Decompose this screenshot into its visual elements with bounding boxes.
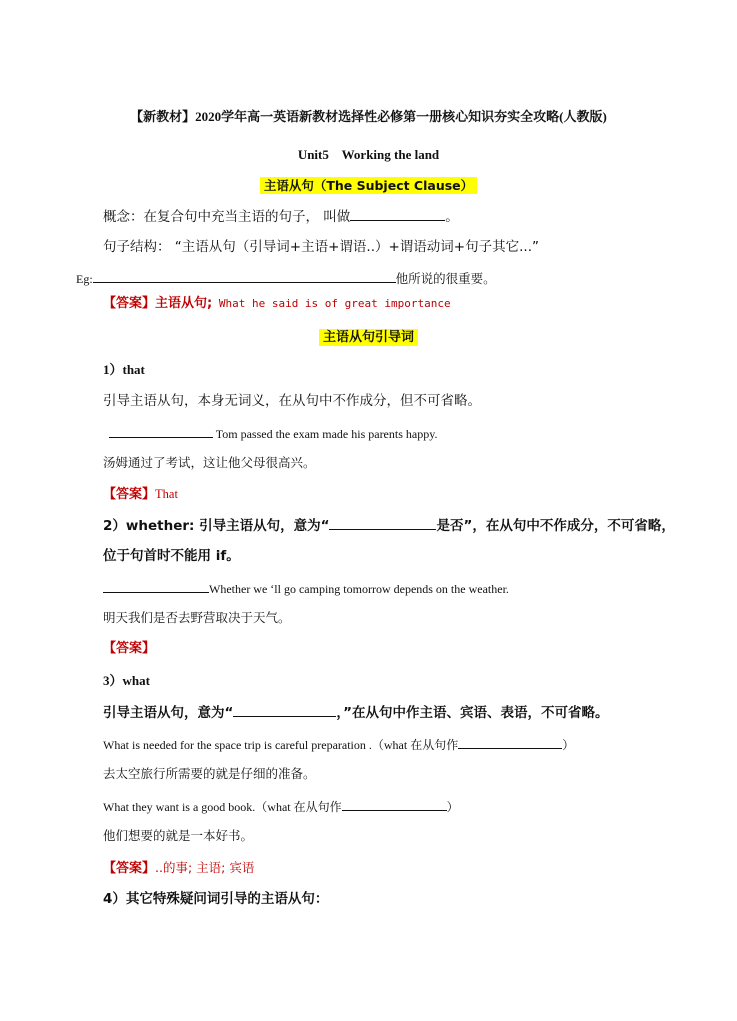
what-ex2-cn: 他们想要的就是一本好书。 xyxy=(103,828,254,843)
what-ex1-close: ） xyxy=(562,738,575,752)
whether-answer-label: 【答案】 xyxy=(103,641,156,656)
whether-blank[interactable] xyxy=(329,515,436,530)
item-other-title: 4）其它特殊疑问词引导的主语从句： xyxy=(103,891,329,907)
item-that-title: 1）that xyxy=(103,362,145,377)
that-example-cn: 汤姆通过了考试，这让他父母很高兴。 xyxy=(103,455,316,470)
document-title: 【新教材】2020学年高一英语新教材选择性必修第一册核心知识夯实全攻略(人教版) xyxy=(130,109,607,124)
section-heading-text-2: 主语从句引导词 xyxy=(319,329,418,346)
answer-cn: 主语从句; xyxy=(155,296,213,311)
what-example-2 xyxy=(103,796,459,817)
answer-en: What he said is of great importance xyxy=(212,297,451,310)
that-answer: That xyxy=(155,487,178,501)
answer-line-1 xyxy=(103,294,451,314)
whether-title-suffix: 是否”，在从句中不作成分，不可省略， xyxy=(436,518,675,534)
what-answer: ..的事; 主语; 宾语 xyxy=(155,860,255,875)
eg-line xyxy=(76,268,496,289)
what-ex2-en: What they want is a good book.（what 在从句作 xyxy=(103,800,342,814)
what-desc-prefix: 引导主语从句，意为“ xyxy=(103,705,234,721)
section-heading-text: 主语从句（The Subject Clause） xyxy=(260,177,477,194)
whether-title-prefix: 2）whether: 引导主语从句，意为“ xyxy=(103,518,330,534)
what-ex1-blank[interactable] xyxy=(458,734,562,749)
whether-title-line2: 位于句首时不能用 if。 xyxy=(103,548,240,564)
whether-example-en: Whether we ‘ll go camping tomorrow depends on the weather. xyxy=(209,582,509,596)
that-answer-label: 【答案】 xyxy=(103,487,156,502)
answer-line-whether xyxy=(103,639,155,659)
what-ex1-en: What is needed for the space trip is careful preparation .（what 在从句作 xyxy=(103,738,459,752)
that-example-en: Tom passed the exam made his parents happy. xyxy=(213,427,438,441)
what-ex2-blank[interactable] xyxy=(342,796,447,811)
item-whether-title xyxy=(103,515,675,536)
eg-label: Eg: xyxy=(76,272,93,286)
eg-chinese: 他所说的很重要。 xyxy=(395,271,496,286)
item-whether-example xyxy=(103,578,509,599)
what-ex1-cn: 去太空旅行所需要的就是仔细的准备。 xyxy=(103,766,316,781)
whether-example-blank[interactable] xyxy=(103,578,209,593)
concept-text: 概念：在复合句中充当主语的句子， 叫做 xyxy=(103,209,351,225)
what-example-1 xyxy=(103,734,574,755)
section-heading-subject-clause xyxy=(0,176,737,197)
concept-end: 。 xyxy=(445,209,459,225)
that-blank[interactable] xyxy=(109,423,213,438)
answer-line-that xyxy=(103,484,178,505)
answer-label: 【答案】 xyxy=(103,296,156,311)
concept-blank[interactable] xyxy=(350,206,445,221)
whether-example-cn: 明天我们是否去野营取决于天气。 xyxy=(103,610,291,625)
item-what-title: 3）what xyxy=(103,673,150,688)
what-ex2-close: ） xyxy=(446,800,459,814)
item-what-desc xyxy=(103,702,609,723)
section-heading-introducers xyxy=(0,328,737,348)
what-desc-suffix: ，”在从句中作主语、宾语、表语，不可省略。 xyxy=(336,705,609,721)
concept-line xyxy=(103,206,459,227)
what-blank[interactable] xyxy=(233,702,336,717)
eg-blank[interactable] xyxy=(93,268,396,283)
answer-line-what xyxy=(103,858,254,879)
what-answer-label: 【答案】 xyxy=(103,861,156,876)
item-that-desc: 引导主语从句，本身无词义，在从句中不作成分，但不可省略。 xyxy=(103,393,481,409)
item-that-example xyxy=(109,423,437,444)
unit-title: Unit5 Working the land xyxy=(297,147,440,162)
structure-line: 句子结构： “主语从句（引导词+主语+谓语..）+谓语动词+句子其它...” xyxy=(103,239,539,255)
